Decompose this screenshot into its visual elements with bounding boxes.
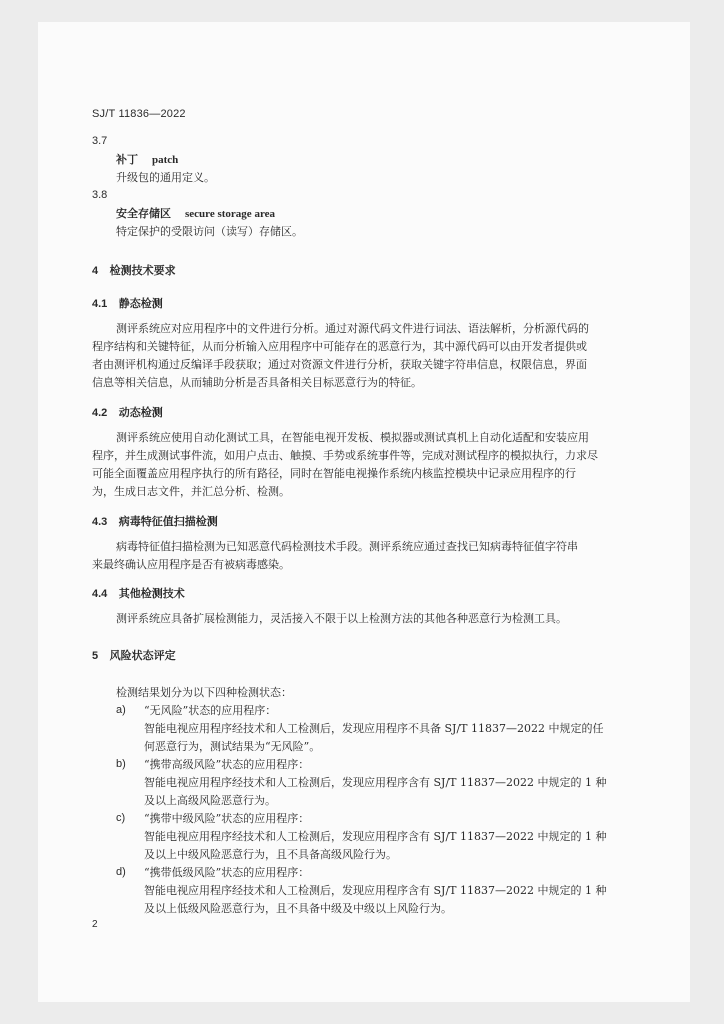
section-heading: 5 风险状态评定 — [92, 649, 176, 662]
paragraph-line: 为，生成日志文件，并汇总分析、检测。 — [92, 485, 290, 498]
paragraph-line: 可能全面覆盖应用程序执行的所有路径，同时在智能电视操作系统内核监控模块中记录应用程序的行 — [92, 467, 576, 480]
term-number: 3.8 — [92, 189, 108, 201]
paragraph-line: 测评系统应对应用程序中的文件进行分析。通过对源代码文件进行词法、语法解析，分析源代码的 — [116, 322, 589, 335]
term-entry — [116, 151, 178, 169]
page-number: 2 — [92, 919, 98, 930]
term-en: secure storage area — [185, 208, 276, 220]
subsection-heading: 4.2 动态检测 — [92, 406, 163, 419]
list-marker: d) — [116, 866, 126, 878]
list-item-line: 及以上中级风险恶意行为，且不具备高级风险行为。 — [144, 848, 397, 861]
paragraph-line: 测评系统应使用自动化测试工具，在智能电视开发板、模拟器或测试真机上自动化适配和安装应用 — [116, 431, 589, 444]
list-item-line: 及以上低级风险恶意行为，且不具备中级及中级以上风险行为。 — [144, 902, 452, 915]
list-item-line: 及以上高级风险恶意行为。 — [144, 794, 276, 807]
term-en: patch — [152, 154, 179, 166]
list-item-line: 智能电视应用程序经技术和人工检测后，发现应用程序不具备 SJ/T 11837—2022 中规定的任 — [144, 722, 604, 735]
list-item-line: 智能电视应用程序经技术和人工检测后，发现应用程序含有 SJ/T 11837—2022 中规定的 1 种 — [144, 830, 607, 843]
term-number: 3.7 — [92, 135, 108, 147]
list-item-heading: “无风险”状态的应用程序： — [144, 704, 277, 717]
section-heading: 4 检测技术要求 — [92, 264, 176, 277]
paragraph-line: 病毒特征值扫描检测为已知恶意代码检测技术手段。测评系统应通过查找已知病毒特征值字符串 — [116, 540, 578, 553]
paragraph-line: 测评系统应具备扩展检测能力，灵活接入不限于以上检测方法的其他各种恶意行为检测工具。 — [116, 612, 567, 625]
subsection-heading: 4.4 其他检测技术 — [92, 587, 185, 600]
term-zh: 补丁 — [116, 153, 138, 166]
term-definition: 特定保护的受限访问（读写）存储区。 — [116, 225, 303, 238]
term-entry — [116, 205, 275, 223]
section-intro: 检测结果划分为以下四种检测状态： — [116, 686, 292, 699]
list-item-line: 何恶意行为，测试结果为“无风险”。 — [144, 740, 321, 753]
paragraph-line: 者由测评机构通过反编译手段获取；通过对资源文件进行分析，获取关键字符串信息，权限信息，界面 — [92, 358, 587, 371]
term-definition: 升级包的通用定义。 — [116, 171, 215, 184]
list-item-heading: “携带中级风险”状态的应用程序： — [144, 812, 310, 825]
paragraph-line: 信息等相关信息，从而辅助分析是否具备相关目标恶意行为的特征。 — [92, 376, 422, 389]
paragraph-line: 程序，并生成测试事件流，如用户点击、触摸、手势或系统事件等，完成对测试程序的模拟执行，力求尽 — [92, 449, 598, 462]
standard-code: SJ/T 11836—2022 — [92, 108, 186, 120]
subsection-heading: 4.1 静态检测 — [92, 297, 163, 310]
paragraph-line: 程序结构和关键特征，从而分析输入应用程序中可能存在的恶意行为，其中源代码可以由开发者提供或 — [92, 340, 587, 353]
list-marker: a) — [116, 704, 126, 716]
list-item-line: 智能电视应用程序经技术和人工检测后，发现应用程序含有 SJ/T 11837—2022 中规定的 1 种 — [144, 776, 607, 789]
subsection-heading: 4.3 病毒特征值扫描检测 — [92, 515, 218, 528]
paragraph-line: 来最终确认应用程序是否有被病毒感染。 — [92, 558, 290, 571]
list-marker: c) — [116, 812, 126, 824]
list-marker: b) — [116, 758, 126, 770]
list-item-heading: “携带低级风险”状态的应用程序： — [144, 866, 310, 879]
term-zh: 安全存储区 — [116, 207, 171, 220]
list-item-line: 智能电视应用程序经技术和人工检测后，发现应用程序含有 SJ/T 11837—2022 中规定的 1 种 — [144, 884, 607, 897]
list-item-heading: “携带高级风险”状态的应用程序： — [144, 758, 310, 771]
